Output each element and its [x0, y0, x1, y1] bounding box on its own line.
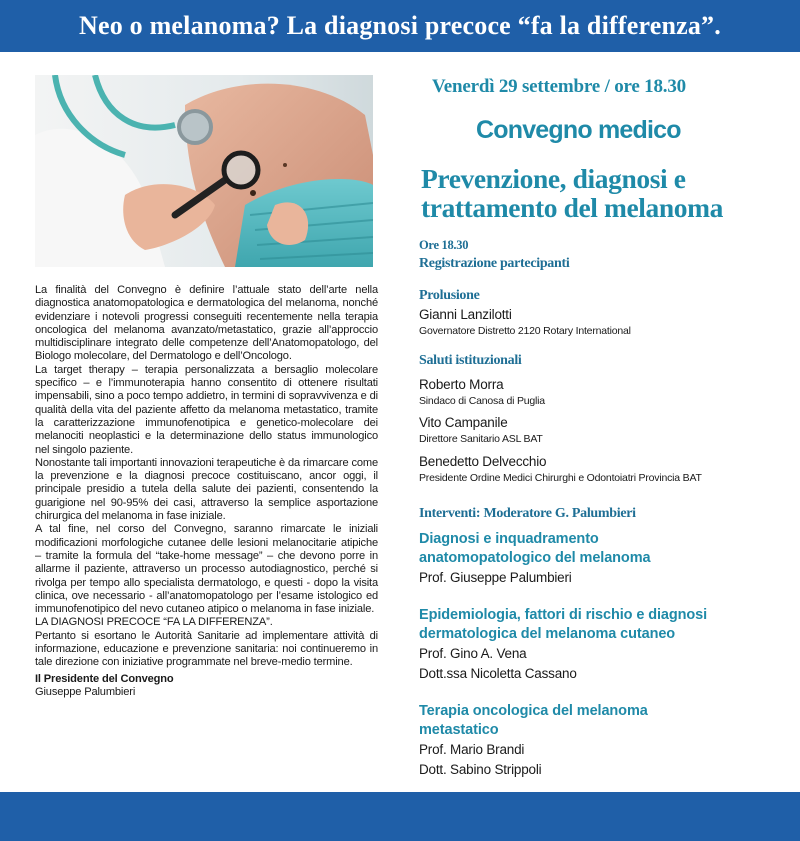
speaker-role: Direttore Sanitario ASL BAT: [419, 433, 543, 445]
intro-paragraph: A tal fine, nel corso del Convegno, saranno rimarcate le iniziali modificazioni morfologiche cutanee delle lesioni melanocitarie atipiche – tramite la formula del “take-home message” – che devono porre in allarme il paziente, attraverso un processo autodiagnostico, perché si rivolga per tempo allo specialista dermatologo, e questi - dopo la visita clinica, ove necessario - all’anatomopatologo per l’esame istologico ed immunofenotipico del nevo cutaneo atipico o melanoma in fase iniziale.: [35, 523, 378, 616]
talk-title-line: Epidemiologia, fattori di rischio e diagnosi: [419, 607, 708, 623]
speaker-name: Roberto Morra: [419, 377, 504, 392]
talk-title-line: Terapia oncologica del melanoma: [419, 703, 648, 719]
speaker-role: Governatore Distretto 2120 Rotary International: [419, 325, 631, 337]
talk-title-line: Diagnosi e inquadramento: [419, 531, 599, 547]
headline: Neo o melanoma? La diagnosi precoce “fa la differenza”.: [79, 11, 721, 40]
speaker-role: Presidente Ordine Medici Chirurghi e Odontoiatri Provincia BAT: [419, 472, 702, 484]
registration-time: Ore 18.30: [419, 238, 469, 252]
intro-paragraph: LA DIAGNOSI PRECOCE “FA LA DIFFERENZA”.: [35, 616, 273, 629]
event-date: Venerdì 29 settembre / ore 18.30: [432, 76, 686, 97]
speaker-name: Dott.ssa Nicoletta Cassano: [419, 666, 577, 681]
section-heading-prolusione: Prolusione: [419, 288, 480, 303]
speaker-name: Prof. Mario Brandi: [419, 742, 525, 757]
intro-paragraph: La target therapy – terapia personalizzata a bersaglio molecolare specifico – e l’immunoterapia hanno consentito di ottenere risultati impensabili, sino a poco tempo addietro, in termini di sopravvivenza e di qualità della vita del paziente affetto da melanoma metastatico, tramite la caratterizzazione immunofenotipica e genetico-molecolare dei melanociti neoplastici e la determinazione dello status immunologico nel singolo paziente.: [35, 363, 378, 456]
intro-paragraph: Pertanto si esortano le Autorità Sanitarie ad implementare attività di informazione, educazione e prevenzione sanitaria: noi continueremo in tale direzione con iniziative programmate nel breve-medio termine.: [35, 629, 378, 669]
signature-title: Il Presidente del Convegno: [35, 672, 174, 685]
talk-title-line: dermatologica del melanoma cutaneo: [419, 626, 676, 642]
speaker-role: Sindaco di Canosa di Puglia: [419, 395, 545, 407]
intro-paragraph: La finalità del Convegno è definire l’attuale stato dell’arte nella diagnostica anatomopatologica e dermatologica del melanoma, nonché evidenziare i notevoli progressi conseguiti recentemente nella terapia oncologica del melanoma avanzato/metastatico, grazie all’approccio multidisciplinare integrato delle competenze dell’Anatomopatologo, del Biologo molecolare, del Dermatologo e dell’Oncologo.: [35, 284, 378, 363]
talk-title-line: anatomopatologico del melanoma: [419, 550, 651, 566]
talk-title: [419, 606, 707, 644]
talk-title: [419, 530, 650, 568]
talk-title: [419, 702, 648, 740]
section-heading-interventi: Interventi: Moderatore G. Palumbieri: [419, 506, 636, 521]
event-title-line: trattamento del melanoma: [421, 192, 723, 223]
speaker-name: Benedetto Delvecchio: [419, 454, 547, 469]
registration-label: Registrazione partecipanti: [419, 256, 570, 271]
event-title: [421, 164, 791, 222]
event-kind: Convegno medico: [476, 116, 681, 144]
section-heading-saluti: Saluti istituzionali: [419, 353, 522, 368]
speaker-name: Prof. Giuseppe Palumbieri: [419, 570, 572, 585]
event-title-line: Prevenzione, diagnosi e: [421, 163, 686, 194]
speaker-name: Vito Campanile: [419, 415, 508, 430]
intro-paragraph: Nonostante tali importanti innovazioni terapeutiche è da rimarcare come la prevenzione e la diagnosi precoce costituiscano, ancor oggi, il principale presidio a tutela della salute dei pazienti, consentendo la guarigione nel 90-95% dei casi, attraverso la semplice asportazione chirurgica del melanoma in fase iniziale.: [35, 456, 378, 523]
speaker-name: Prof. Gino A. Vena: [419, 646, 527, 661]
talk-title-line: metastatico: [419, 722, 499, 738]
speaker-name: Dott. Sabino Strippoli: [419, 762, 542, 777]
signature-name: Giuseppe Palumbieri: [35, 685, 136, 698]
bottom-banner: [0, 792, 800, 841]
speaker-name: Gianni Lanzilotti: [419, 307, 512, 322]
